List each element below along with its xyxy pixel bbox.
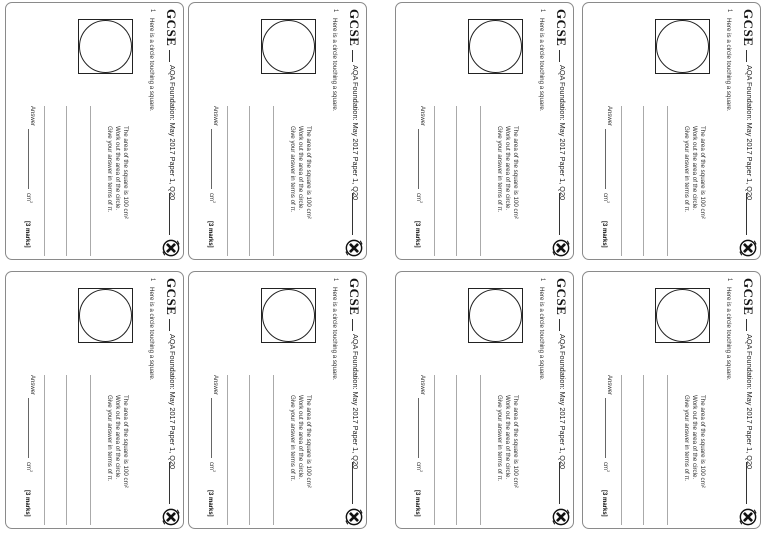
marks-label: [3 marks] [207,221,213,248]
header-divider [352,462,353,504]
card-header [157,272,183,529]
question-line: Work out the area of the circle. [691,126,698,211]
question-line: The area of the square is 100 cm² [122,395,129,488]
inscribed-circle [656,289,709,342]
dr-frost-x-logo-icon [552,239,570,257]
card-header [340,272,366,529]
answer-unit: $cm^2$ [208,193,217,204]
question-source: AQA Foundation: May 2017 Paper 1, Q20 [168,65,177,201]
question-card [395,2,574,260]
square-diagram [468,19,523,74]
answer-label: Answer [212,375,218,396]
question-line: The area of the square is 100 cm² [512,126,519,219]
dr-frost-x-logo-icon [739,239,757,257]
working-line [273,375,274,525]
gcse-brand: GCSE [741,278,756,316]
dr-frost-x-logo-icon [739,508,757,526]
question-line: The area of the square is 100 cm² [699,395,706,488]
question-line: The area of the square is 100 cm² [512,395,519,488]
header-divider [169,462,170,504]
header-divider [746,462,747,504]
question-stem: Here is a circle touching a square. [331,18,338,112]
inscribed-circle [79,289,132,342]
answer-label: Answer [29,106,35,127]
question-source: AQA Foundation: May 2017 Paper 1, Q20 [351,65,360,201]
question-source: AQA Foundation: May 2017 Paper 1, Q20 [351,334,360,470]
question-stem: Here is a circle touching a square. [148,287,155,381]
working-line [66,375,67,525]
question-line: Work out the area of the circle. [114,126,121,211]
card-header [340,3,366,260]
working-line [249,106,250,256]
answer-label: Answer [29,375,35,396]
answer-unit: $cm^2$ [602,462,611,473]
answer-unit: $cm^2$ [415,193,424,204]
question-stem: Here is a circle touching a square. [148,18,155,112]
working-line [434,375,435,525]
header-divider [169,319,170,331]
working-line [643,375,644,525]
answer-line[interactable] [418,129,419,189]
marks-label: [3 marks] [24,490,30,517]
gcse-brand: GCSE [164,9,179,47]
question-line: Give your answer in terms of π. [683,126,690,213]
working-line [273,106,274,256]
question-number: 1 [332,278,338,282]
answer-line[interactable] [418,398,419,458]
header-divider [746,193,747,235]
question-line: Work out the area of the circle. [297,126,304,211]
working-line [621,375,622,525]
header-divider [559,50,560,62]
question-card [395,271,574,529]
working-line [480,106,481,256]
question-number: 1 [539,9,545,13]
square-diagram [261,288,316,343]
question-line: Give your answer in terms of π. [496,395,503,482]
question-number: 1 [726,9,732,13]
square-diagram [261,19,316,74]
working-line [456,106,457,256]
card-header [547,272,573,529]
question-source: AQA Foundation: May 2017 Paper 1, Q20 [558,334,567,470]
gcse-brand: GCSE [347,9,362,47]
gcse-brand: GCSE [347,278,362,316]
question-line: Give your answer in terms of π. [496,126,503,213]
header-divider [352,50,353,62]
question-line: Give your answer in terms of π. [289,395,296,482]
question-source: AQA Foundation: May 2017 Paper 1, Q20 [168,334,177,470]
question-number: 1 [726,278,732,282]
question-line: Work out the area of the circle. [114,395,121,480]
card-header [734,272,760,529]
answer-label: Answer [419,375,425,396]
header-divider [352,319,353,331]
answer-unit: $cm^2$ [415,462,424,473]
question-card [5,271,184,529]
question-stem: Here is a circle touching a square. [725,287,732,381]
question-line: The area of the square is 100 cm² [305,126,312,219]
gcse-brand: GCSE [741,9,756,47]
marks-label: [3 marks] [601,490,607,517]
working-line [667,106,668,256]
inscribed-circle [262,20,315,73]
question-number: 1 [539,278,545,282]
question-number: 1 [332,9,338,13]
question-line: The area of the square is 100 cm² [122,126,129,219]
question-line: The area of the square is 100 cm² [699,126,706,219]
question-card [188,2,367,260]
square-diagram [78,19,133,74]
working-line [643,106,644,256]
answer-unit: $cm^2$ [25,462,34,473]
working-line [44,106,45,256]
question-line: Give your answer in terms of π. [106,395,113,482]
dr-frost-x-logo-icon [552,508,570,526]
question-card [582,271,761,529]
question-card [5,2,184,260]
header-divider [559,193,560,235]
working-line [434,106,435,256]
marks-label: [3 marks] [207,490,213,517]
question-number: 1 [149,278,155,282]
answer-unit: $cm^2$ [602,193,611,204]
marks-label: [3 marks] [414,490,420,517]
square-diagram [655,288,710,343]
inscribed-circle [469,20,522,73]
working-line [44,375,45,525]
question-source: AQA Foundation: May 2017 Paper 1, Q20 [745,65,754,201]
answer-label: Answer [606,375,612,396]
marks-label: [3 marks] [414,221,420,248]
marks-label: [3 marks] [24,221,30,248]
answer-label: Answer [606,106,612,127]
answer-line[interactable] [605,398,606,458]
gcse-brand: GCSE [554,9,569,47]
inscribed-circle [79,20,132,73]
dr-frost-x-logo-icon [345,239,363,257]
answer-unit: $cm^2$ [25,193,34,204]
dr-frost-x-logo-icon [345,508,363,526]
header-divider [559,462,560,504]
question-stem: Here is a circle touching a square. [538,287,545,381]
inscribed-circle [469,289,522,342]
question-stem: Here is a circle touching a square. [331,287,338,381]
question-line: Work out the area of the circle. [297,395,304,480]
question-line: Give your answer in terms of π. [289,126,296,213]
gcse-brand: GCSE [164,278,179,316]
working-line [621,106,622,256]
answer-line[interactable] [211,398,212,458]
working-line [227,375,228,525]
question-line: Give your answer in terms of π. [106,126,113,213]
question-source: AQA Foundation: May 2017 Paper 1, Q20 [745,334,754,470]
card-header [734,3,760,260]
answer-line[interactable] [28,129,29,189]
question-line: Give your answer in terms of π. [683,395,690,482]
marks-label: [3 marks] [601,221,607,248]
answer-line[interactable] [28,398,29,458]
inscribed-circle [262,289,315,342]
header-divider [169,193,170,235]
working-line [90,375,91,525]
question-line: Work out the area of the circle. [691,395,698,480]
question-stem: Here is a circle touching a square. [538,18,545,112]
working-line [480,375,481,525]
gcse-brand: GCSE [554,278,569,316]
working-line [456,375,457,525]
card-header [547,3,573,260]
working-line [227,106,228,256]
question-number: 1 [149,9,155,13]
dr-frost-x-logo-icon [162,508,180,526]
question-stem: Here is a circle touching a square. [725,18,732,112]
working-line [66,106,67,256]
header-divider [352,193,353,235]
question-card [188,271,367,529]
square-diagram [655,19,710,74]
working-line [90,106,91,256]
question-line: The area of the square is 100 cm² [305,395,312,488]
header-divider [746,319,747,331]
dr-frost-x-logo-icon [162,239,180,257]
question-card [582,2,761,260]
question-line: Work out the area of the circle. [504,395,511,480]
answer-line[interactable] [211,129,212,189]
header-divider [169,50,170,62]
answer-label: Answer [419,106,425,127]
square-diagram [468,288,523,343]
inscribed-circle [656,20,709,73]
header-divider [746,50,747,62]
header-divider [559,319,560,331]
question-line: Work out the area of the circle. [504,126,511,211]
answer-label: Answer [212,106,218,127]
working-line [667,375,668,525]
card-header [157,3,183,260]
question-source: AQA Foundation: May 2017 Paper 1, Q20 [558,65,567,201]
square-diagram [78,288,133,343]
answer-unit: $cm^2$ [208,462,217,473]
answer-line[interactable] [605,129,606,189]
working-line [249,375,250,525]
